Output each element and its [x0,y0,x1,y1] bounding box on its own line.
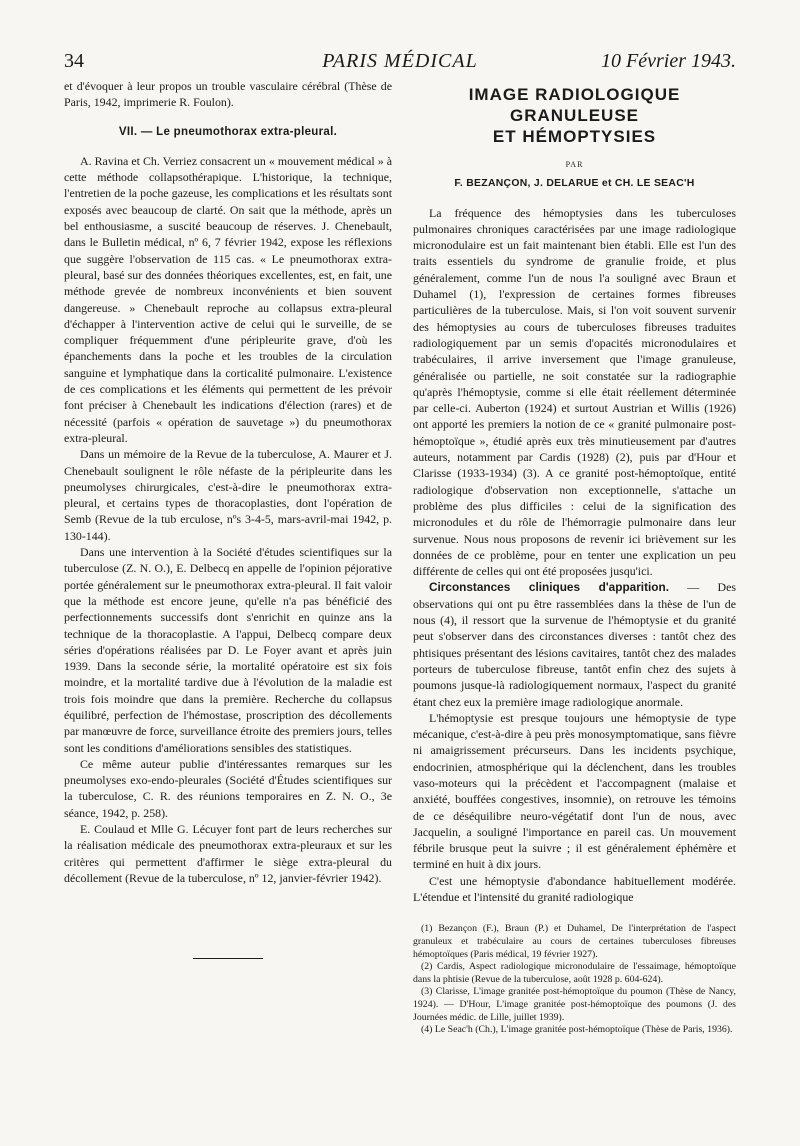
paragraph: E. Coulaud et Mlle G. Lécuyer font part de leurs recherches sur la réalisation médicale des pneumothorax extra-pleuraux et sur les critères qui permettent d'affirmer le siège extra-pleural du décollement (Revue de la tuberculose, nº 12, janvier-février 1942). [64,822,392,885]
article-title [413,84,736,147]
running-title: PARIS MÉDICAL [322,50,478,72]
footnote: (3) Clarisse, L'image granitée post-hémoptoïque du poumon (Thèse de Nancy, 1924). — D'Hour, L'image granitée post-hémoptoïque des poumons (J. des Journées médic. de Lille, juillet 1939). [413,986,736,1023]
footnote: (2) Cardis, Aspect radiologique micronodulaire de l'essaimage, hémoptoïque dans la phtisie (Revue de la tuberculose, août 1928 p. 604-624). [413,961,736,985]
article-title-line: GRANULEUSE [509,106,639,125]
paragraph: La fréquence des hémoptysies dans les tuberculoses pulmonaires chroniques caractérisées par une image radiologique micronodulaire est un fait maintenant bien établi. Elle est l'un des traits essentiels du syndrome de granulie froide, et plus généralement, comme l'un de nous l'a souligné avec Braun et Duhamel (1), l'expression de certaines formes fibreuses particulières de la tuberculose. Mais, si l'on voit souvent survenir des hémoptysies au cours de tuberculoses fibreuses traduites radiologiquement par un semis d'opacités micronodulaires et trabéculaires, il arrive inversement que l'image granuleuse, généralisée ou partielle, ne soit constatée sur la radiographie qu'après l'hémoptysie, comme si elle était réellement déterminée par celle-ci. Auberton (1924) et surtout Austrian et Willis (1926) ont apporté les premiers la notion de ce « granité pulmonaire post-hémoptoïque », étudié après eux très minutieusement par d'autres auteurs, notamment par Cardis (1928) (2), puis par d'Hour et Clarisse (1933-1934) (3). A ce granité post-hémoptoïque, entité radiologique d'observation non exceptionnelle, s'attache un problème des plus difficiles : celui de la signification des micronodules et du rôle de l'hémorragie pulmonaire dans leur survenue. Nous nous proposons de revenir ici brièvement sur les données de ce problème, pour en tenter une explication un peu différente de celles qui ont été proposées jusqu'ici. [413,205,736,579]
footnotes [413,923,736,1036]
left-column [64,78,392,959]
page-number: 34 [64,50,84,72]
section-title: VII. — Le pneumothorax extra-pleural. [118,125,338,138]
footnote: (1) Bezançon (F.), Braun (P.) et Duhamel, De l'interprétation de l'aspect granuleux et trabéculaire au cours de certaines tuberculoses fibreuses hémoptoïques (Paris médical, 19 février 1927). [413,923,736,960]
paragraph: et d'évoquer à leur propos un trouble vasculaire cérébral (Thèse de Paris, 1942, imprimerie R. Foulon). [64,79,392,110]
paragraph-text: — Des observations qui ont pu être rassemblées dans la thèse de l'un de nous (4), il ressort que la survenue de l'hémoptysie et du granité peut s'observer dans des circonstances diverses : tantôt chez des phtisiques présentant des lésions cavitaires, tantôt chez des malades porteurs de tuberculose fibreuse, tantôt enfin chez des sujets à poumons jusque-là radiologiquement normaux, l'aspect du granité étant chez eux la première image radiologique anormale. [413,580,736,709]
paragraph: Dans une intervention à la Société d'études scientifiques sur la tuberculose (Z. N. O.), E. Delbecq en appelle de l'opinion péjorative portée généralement sur le pneumothorax extra-pleural. Il fait valoir que la méthode est encore jeune, qu'elle n'a pas bénéficié des perfectionnements successifs dont s'enrichit en quinze ans la technique de la thoracoplastie. A l'appui, Delbecq compare deux séries d'opérations réalisées par D. Le Foyer avant et après juin 1939. Dans la seconde série, la mortalité opératoire est six fois moindre, et la mortalité tardive due à l'évolution de la maladie est trois fois moindre que dans la première. Recherche du collapsus équilibré, perfection de l'hémostase, proscription des décollements par manœuvre de force, surveillance étroite des premiers jours, telles sont les conditions d'améliorations sensibles des statistiques. [64,545,392,755]
section-end-rule [193,958,263,959]
paragraph: L'hémoptysie est presque toujours une hémoptysie de type mécanique, c'est-à-dire à peu près monosymptomatique, sans fièvre ni amaigrissement précurseurs. Dans les incidents psychique, endocrinien, atmosphérique qui la déclenchent, dans les troubles vaso-moteurs qui la précèdent et l'accompagnent (malaise et anxiété, bouffées congestives, insomnie), on retrouve les témoins de ce déséquilibre neuro-végétatif dont l'un de nous, avec Jacquelin, a souligné l'importance en pareil cas. Un mouvement fébrile brusque peut la suivre ; il est généralement éphémère et terminé en huit à dix jours. [413,710,736,872]
right-column [413,78,736,1037]
article-title-line: ET HÉMOPTYSIES [492,127,657,146]
footnote: (4) Le Seac'h (Ch.), L'image granitée post-hémoptoïque (Thèse de Paris, 1936). [421,1024,733,1036]
issue-date: 10 Février 1943. [601,50,736,72]
article-authors: F. BEZANÇON, J. DELARUE et CH. LE SEAC'H [454,178,695,190]
paragraph: A. Ravina et Ch. Verriez consacrent un « mouvement médical » à cette méthode collapsothérapique. L'historique, la technique, l'entretien de la poche gazeuse, les complications et les résultats sont exposés avec beaucoup de clarté. On sait que la méthode, après un bel enthousiasme, a suscité beaucoup de réserves. J. Chenebault, dans le Bulletin médical, nº 6, 7 février 1942, expose les réflexions que suggère l'observation de 115 cas. « Le pneumothorax extra-pleural, basé sur des données théoriques excellentes, est, en fait, une méthode grevée de nombreux inconvénients et bien souvent dangereuse. » Chenebault reproche au collapsus extra-pleural d'échapper à l'intervention active de celui qui le surveille, de se compliquer fréquemment d'une péripleurite grave, d'où les épanchements dans la poche et les troubles de la circulation sanguine et lymphatique dans la corticalité pulmonaire. L'existence de ces complications et les éléments qui permettent de les prévoir font préciser à Chenebault les indications d'élection (rares) et de nécessité (parfois « opération de sauvetage ») du pneumothorax extra-pleural. [64,153,392,445]
paragraph [413,579,736,709]
subsection-heading: Circonstances cliniques d'apparition. [429,580,669,595]
paragraph: Ce même auteur publie d'intéressantes remarques sur les pneumolyses exo-endo-pleurales (Société d'Études scientifiques sur la tuberculose, C. R. des réunions temporaires en Z. N. O., 3e séance, 1942, p. 258). [64,756,392,820]
paragraph: C'est une hémoptysie d'abondance habituellement modérée. L'étendue et l'intensité du granité radiologique [413,873,736,905]
paragraph: Dans un mémoire de la Revue de la tuberculose, A. Maurer et J. Chenebault soulignent le rôle néfaste de la péripleurite dans les pneumolyses chirurgicales, c'est-à-dire le pneumothorax extra-pleural, et certains types de thoracoplasties, dont l'opération de Semb (Revue de la tub erculose, nºs 3-4-5, mars-avril-mai 1942, p. 130-144). [64,447,392,543]
article-title-line: IMAGE RADIOLOGIQUE [468,85,681,104]
byline-par: PAR [565,160,584,169]
page-header [64,50,736,74]
